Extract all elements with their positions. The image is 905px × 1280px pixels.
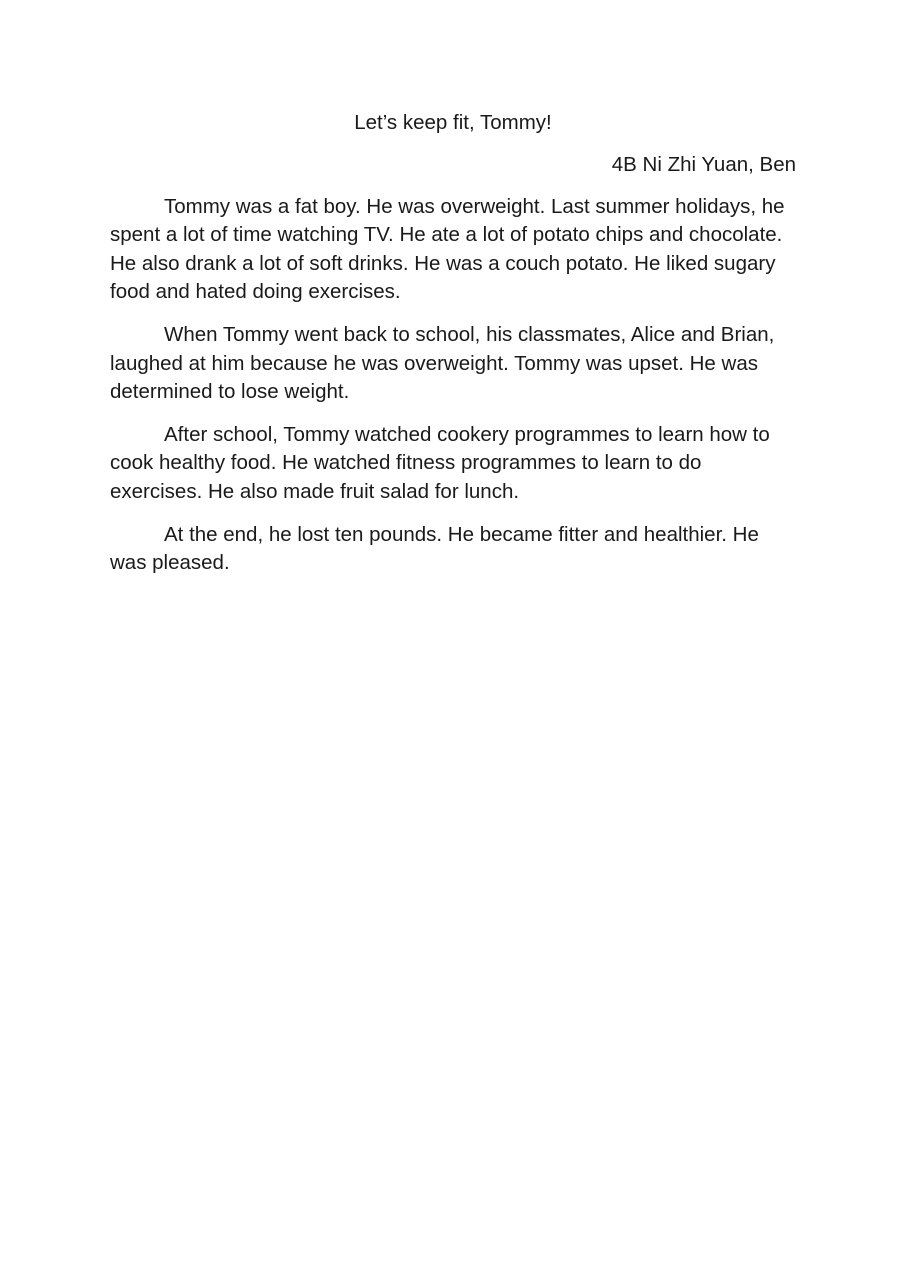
paragraph-3: After school, Tommy watched cookery programmes to learn how to cook healthy food. He watched fitness programmes to learn to do exercises. He also made fruit salad for lunch. (110, 422, 770, 503)
document-body (110, 107, 796, 577)
paragraph-4: At the end, he lost ten pounds. He became fitter and healthier. He was pleased. (110, 522, 759, 574)
paragraph-2: When Tommy went back to school, his classmates, Alice and Brian, laughed at him because he was overweight. Tommy was upset. He was determined to lose weight. (110, 323, 775, 403)
paragraph-1: Tommy was a fat boy. He was overweight. Last summer holidays, he spent a lot of time watching TV. He ate a lot of potato chips and chocolate. He also drank a lot of soft drinks. He was a couch potato. He liked sugary food and hated doing exercises. (110, 195, 785, 304)
author-line: 4B Ni Zhi Yuan, Ben (611, 153, 796, 176)
document-title: Let’s keep fit, Tommy! (354, 111, 552, 134)
